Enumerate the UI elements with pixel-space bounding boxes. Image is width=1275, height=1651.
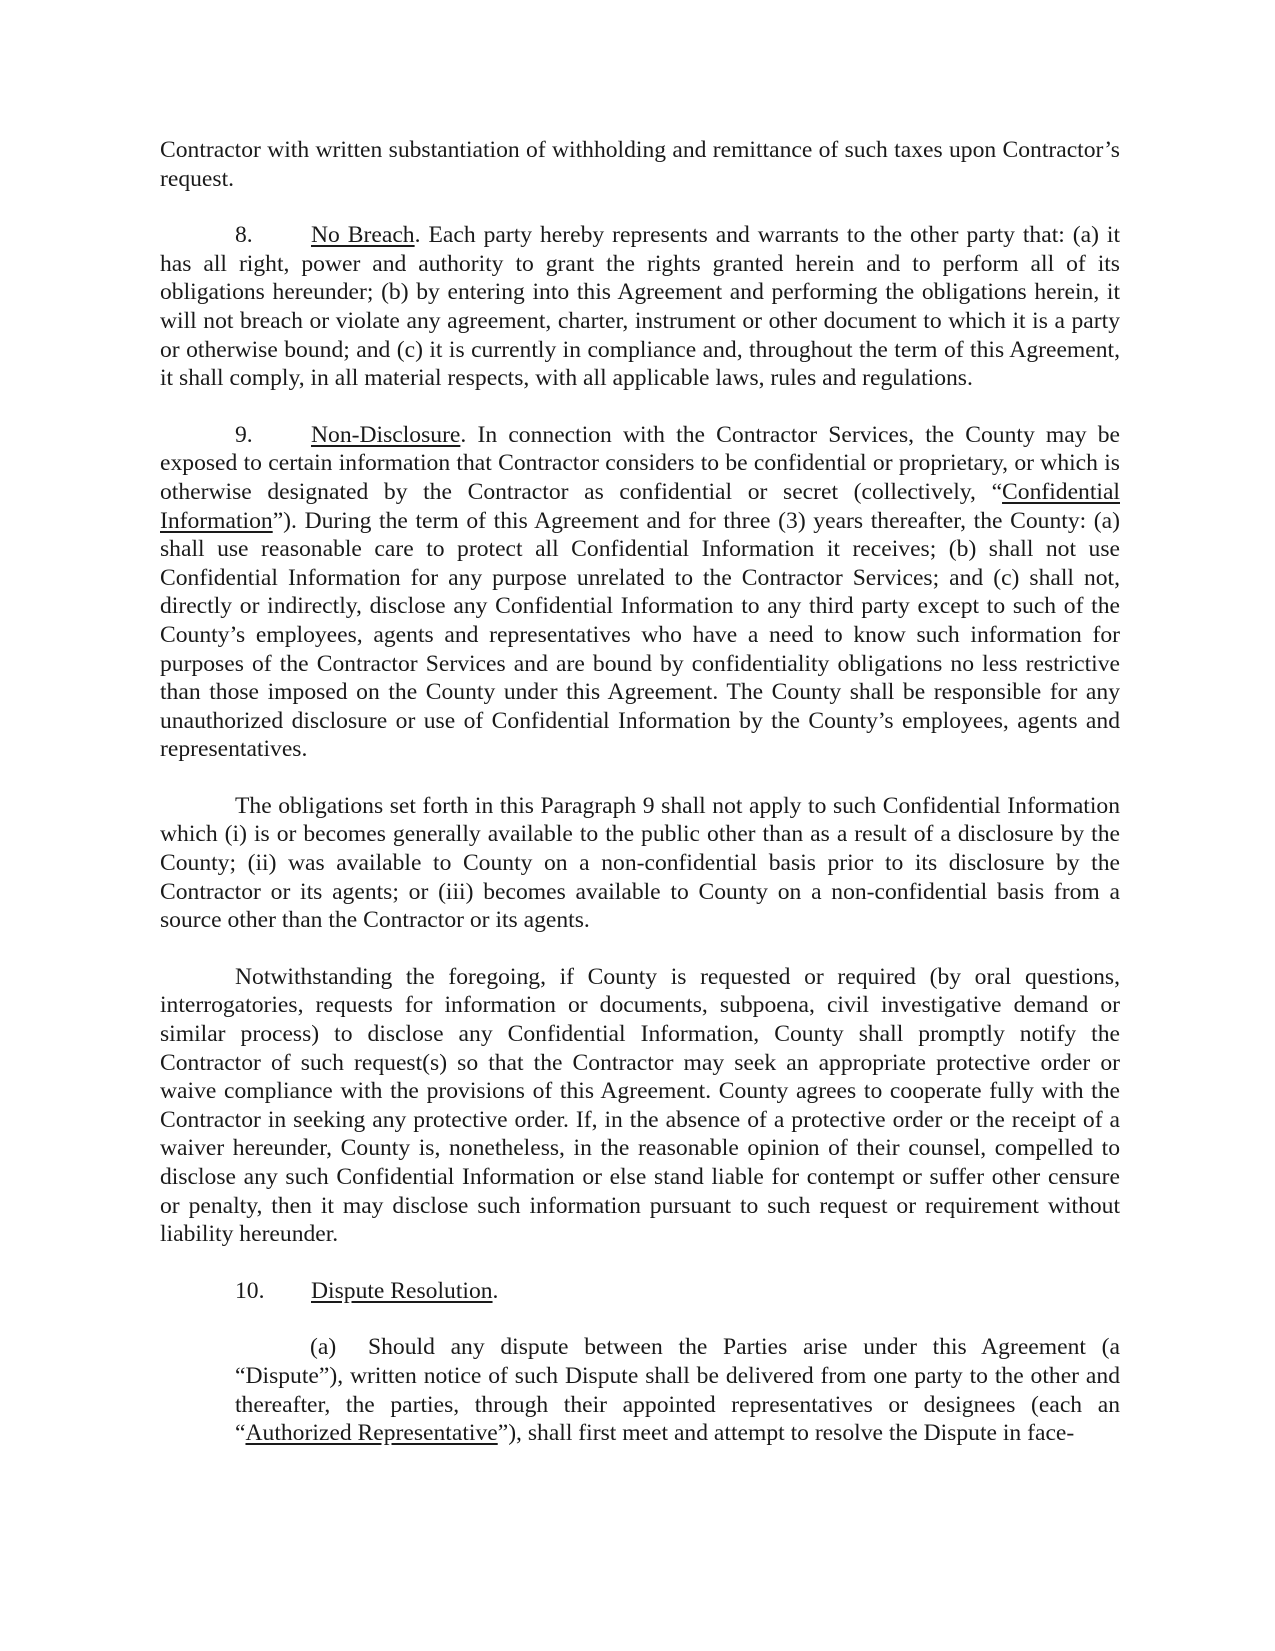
paragraph-notwithstanding <box>160 963 1120 1249</box>
section-number: 10. <box>235 1277 265 1304</box>
paragraph-obligations <box>160 792 1120 935</box>
section-number: 9. <box>235 421 253 448</box>
subsection-text: ”), shall first meet and attempt to resolve the Dispute in face- <box>497 1420 1075 1447</box>
section-10a <box>235 1333 1120 1447</box>
section-number: 8. <box>235 222 253 249</box>
section-period: . <box>492 1277 499 1304</box>
paragraph-text: Contractor with written substantiation of withholding and remittance of such taxes upon Contractor’s request. <box>160 137 1120 192</box>
section-10-dispute-resolution <box>235 1277 1120 1306</box>
section-8-no-breach <box>160 221 1120 393</box>
paragraph-text: Notwithstanding the foregoing, if County is requested or required (by oral questions, interrogatories, requests for information or documents, subpoena, civil investigative demand or similar process) to disclose any Confidential Information, County shall promptly notify the Contractor of such request(s) so that the Contractor may seek an appropriate protective order or waive compliance with the provisions of this Agreement. County agrees to cooperate fully with the Contractor in seeking any protective order. If, in the absence of a protective order or the receipt of a waiver hereunder, County is, nonetheless, in the reasonable opinion of their counsel, compelled to disclose any such Confidential Information or else stand liable for contempt or suffer other censure or penalty, then it may disclose such information pursuant to such request or requirement without liability hereunder. <box>160 963 1120 1248</box>
section-text: ”). During the term of this Agreement and for three (3) years thereafter, the County: (a) shall use reasonable care to protect all Confidential Information it receives; (b) shall not use Confidential Information for any purpose unrelated to the Contractor Services; and (c) shall not, directly or indirectly, disclose any Confidential Information to any third party except to such of the County’s employees, agents and representatives who have a need to know such information for purposes of the Contractor Services and are bound by confidentiality obligations no less restrictive than those imposed on the County under this Agreement. The County shall be responsible for any unauthorized disclosure or use of Confidential Information by the County’s employees, agents and representatives. <box>160 507 1120 763</box>
paragraph-continuation <box>160 136 1120 193</box>
section-text: . In connection with the Contractor Services, the County may be exposed to certain information that Contractor considers to be confidential or proprietary, or which is otherwise designated by the Contractor as confidential or secret (collectively, “ <box>160 421 1120 505</box>
section-title: Dispute Resolution <box>311 1277 493 1304</box>
subsection-text: Should any dispute between the Parties arise under this Agreement (a “Dispute”), written notice of such Dispute shall be delivered from one party to the other and thereafter, the parties, through their appointed representatives or designees (each an “ <box>235 1334 1120 1447</box>
document-page <box>160 136 1120 1476</box>
section-9-non-disclosure <box>160 421 1120 764</box>
defined-term: Authorized Representative <box>245 1420 498 1447</box>
section-title: Non-Disclosure <box>311 421 461 448</box>
subsection-number: (a) <box>310 1334 337 1361</box>
paragraph-text: The obligations set forth in this Paragraph 9 shall not apply to such Confidential Information which (i) is or becomes generally available to the public other than as a result of a disclosure by the County; (ii) was available to County on a non-confidential basis prior to its disclosure by the Contractor or its agents; or (iii) becomes available to County on a non-confidential basis from a source other than the Contractor or its agents. <box>160 792 1120 934</box>
defined-term: Confidential Information <box>160 478 1120 534</box>
section-title: No Breach <box>311 222 415 249</box>
section-text: . Each party hereby represents and warrants to the other party that: (a) it has all right, power and authority to grant the rights granted herein and to perform all of its obligations hereunder; (b) by entering into this Agreement and performing the obligations herein, it will not breach or violate any agreement, charter, instrument or other document to which it is a party or otherwise bound; and (c) it is currently in compliance and, throughout the term of this Agreement, it shall comply, in all material respects, with all applicable laws, rules and regulations. <box>160 222 1121 392</box>
